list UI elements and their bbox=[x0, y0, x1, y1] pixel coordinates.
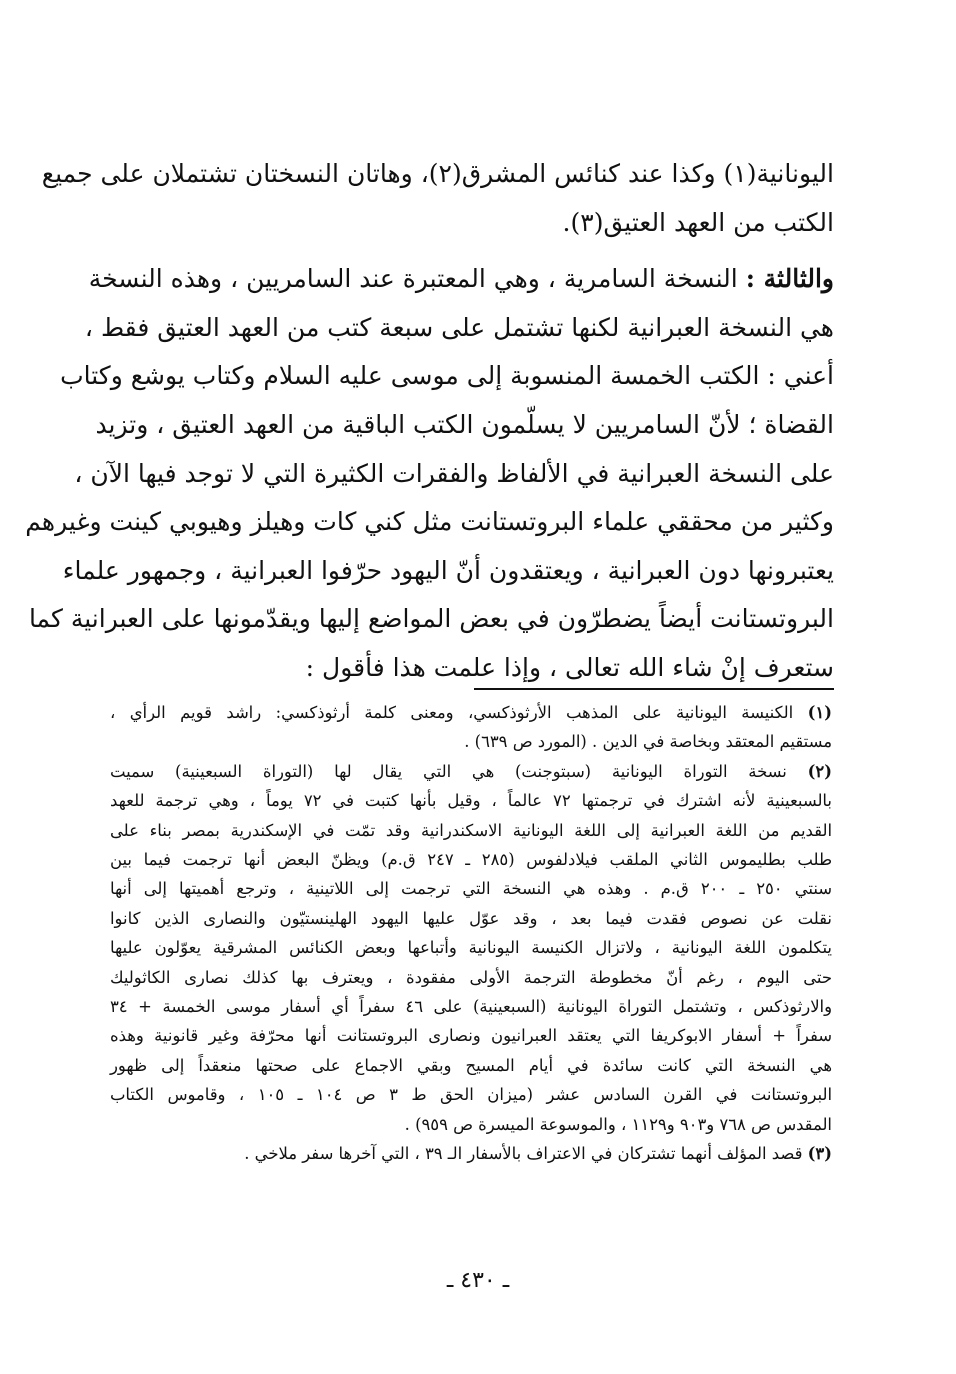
paragraph2-line: وكثير من محققي علماء البروتستانت مثل كني كات وهيلز وهيوبي كينت وغيرهم bbox=[25, 507, 834, 537]
paragraph2-line: القضاة ؛ لأنّ السامريين لا يسلّمون الكتب الباقية من العهد العتيق ، وتزيد bbox=[95, 409, 834, 439]
main-text bbox=[25, 150, 834, 693]
paragraph2-line: هي النسخة العبرانية لكنها تشتمل على سبعة كتب من العهد العتيق فقط ، bbox=[84, 312, 834, 342]
footnote-1-first-line bbox=[110, 698, 832, 727]
footnote-2-line: القديم من اللغة العبرانية إلى اللغة اليونانية الاسكندرانية وقد تمّت في الإسكندرية بمصر بناء على bbox=[110, 820, 832, 840]
paragraph2-first-line-text: النسخة السامرية ، وهي المعتبرة عند السامريين ، وهذه النسخة bbox=[88, 264, 738, 294]
footnote-3-number: (٣) bbox=[807, 1144, 832, 1164]
footnote-2-number: (٢) bbox=[807, 761, 832, 781]
footnotes bbox=[110, 698, 832, 1169]
footnote-2-line: يتكلمون اللغة اليونانية ، ولاتزال الكنيسة اليونانية وأتباعها وبعض الكنائس المشرقية يعوّلون عليها bbox=[110, 938, 832, 958]
footnote-separator bbox=[474, 688, 834, 690]
paragraph2-lead: والثالثة : bbox=[745, 264, 834, 294]
paragraph2-line: البروتستانت أيضاً يضطرّون في بعض المواضع إليها ويقدّمونها على العبرانية كما bbox=[28, 604, 834, 634]
footnote-1-number: (١) bbox=[807, 703, 832, 722]
footnote-2-line: المقدس ص ٧٦٨ و٩٠٣ و١١٢٩ ، والموسوعة الميسرة ص ٩٥٩) . bbox=[404, 1114, 832, 1134]
paragraph1-line: الكتب من العهد العتيق(٣). bbox=[562, 207, 834, 237]
footnote-2-line: والارثوذكس ، وتشتمل التوراة اليونانية (السبعينية) على ٤٦ سفراً أي أسفار موسى الخمسة + ٣٤ bbox=[110, 997, 833, 1017]
footnote-2-line: طلب بطليموس الثاني الملقب فيلادلفوس (٢٨٥ ـ ٢٤٧ ق.م) ويظنّ البعض أنها ترجمت فيما بين bbox=[110, 850, 832, 870]
footnote-2-line: سفراً + أسفار الابوكريفا التي يعتقد العبرانيون ونصارى البروتستانت أنها محرّفة وغير قانونية وهذه bbox=[110, 1026, 832, 1046]
paragraph2-line: على النسخة العبرانية في الألفاظ والفقرات الكثيرة التي لا توجد فيها الآن ، bbox=[74, 458, 834, 488]
footnote-1-line: مستقيم المعتقد وبخاصة في الدين . (المورد ص ٦٣٩) . bbox=[464, 732, 832, 752]
footnote-1-text: الكنيسة اليونانية على المذهب الأرثوذكسي، ومعنى كلمة أرثوذكسي: راشد قويم الرأي ، bbox=[110, 703, 794, 722]
footnote-2-line: بالسبعينية لأنه اشترك في ترجمتها ٧٢ عالماً ، وقيل بأنها كتبت في ٧٢ يوماً ، وهي ترجمة للعهد bbox=[110, 791, 832, 811]
paragraph2-first-line bbox=[88, 255, 834, 304]
footnote-2-text: نسخة التوراة اليونانية (سبتوجنت) هي التي يقال لها (التوراة السبعينية) سميت bbox=[110, 761, 787, 781]
page-number: ـ ٤٣٠ ـ bbox=[446, 1268, 510, 1293]
footnote-3-text: قصد المؤلف أنهما تشتركان في الاعتراف بالأسفار الـ ٣٩ ، التي آخرها سفر ملاخي . bbox=[244, 1144, 803, 1164]
footnote-2-line: حتى اليوم ، رغم أنّ مخطوطة الترجمة الأولى مفقودة ، ويعترف بها كذلك نصارى الكاثوليك bbox=[110, 967, 832, 987]
footnote-2-line: هي النسخة التي كانت سائدة في أيام المسيح وبقي الاجماع على صحتها منعقداً إلى ظهور bbox=[110, 1055, 832, 1075]
footnote-3-first-line bbox=[110, 1139, 832, 1168]
paragraph2-line: يعتبرونها دون العبرانية ، ويعتقدون أنّ اليهود حرّفوا العبرانية ، وجمهور علماء bbox=[62, 555, 834, 585]
footnote-2-line: نقلت عن نصوص فقدت فيما بعد ، وقد عوّل عليها اليهود الهلينستيّون والنصارى الذين كانوا bbox=[110, 908, 832, 928]
footnote-2-line: سنتي ٢٥٠ ـ ٢٠٠ ق.م . وهذه هي النسخة التي ترجمت إلى اللاتينية ، وترجع أهميتها إلى أنها bbox=[110, 879, 832, 899]
paragraph2-line: ستعرف إنْ شاء الله تعالى ، وإذا علمت هذا فأقول : bbox=[305, 652, 834, 682]
paragraph2-line: أعني : الكتب الخمسة المنسوبة إلى موسى عليه السلام وكتاب يوشع وكتاب bbox=[60, 361, 834, 391]
paragraph1-line: اليونانية(١) وكذا عند كنائس المشرق(٢)، وهاتان النسختان تشتملان على جميع bbox=[41, 159, 834, 188]
footnote-2-first-line bbox=[110, 757, 832, 786]
footnote-2-line: البروتستانت في القرن السادس عشر (ميزان الحق ط ٣ ص ١٠٤ ـ ١٠٥ ، وقاموس الكتاب bbox=[110, 1085, 832, 1105]
